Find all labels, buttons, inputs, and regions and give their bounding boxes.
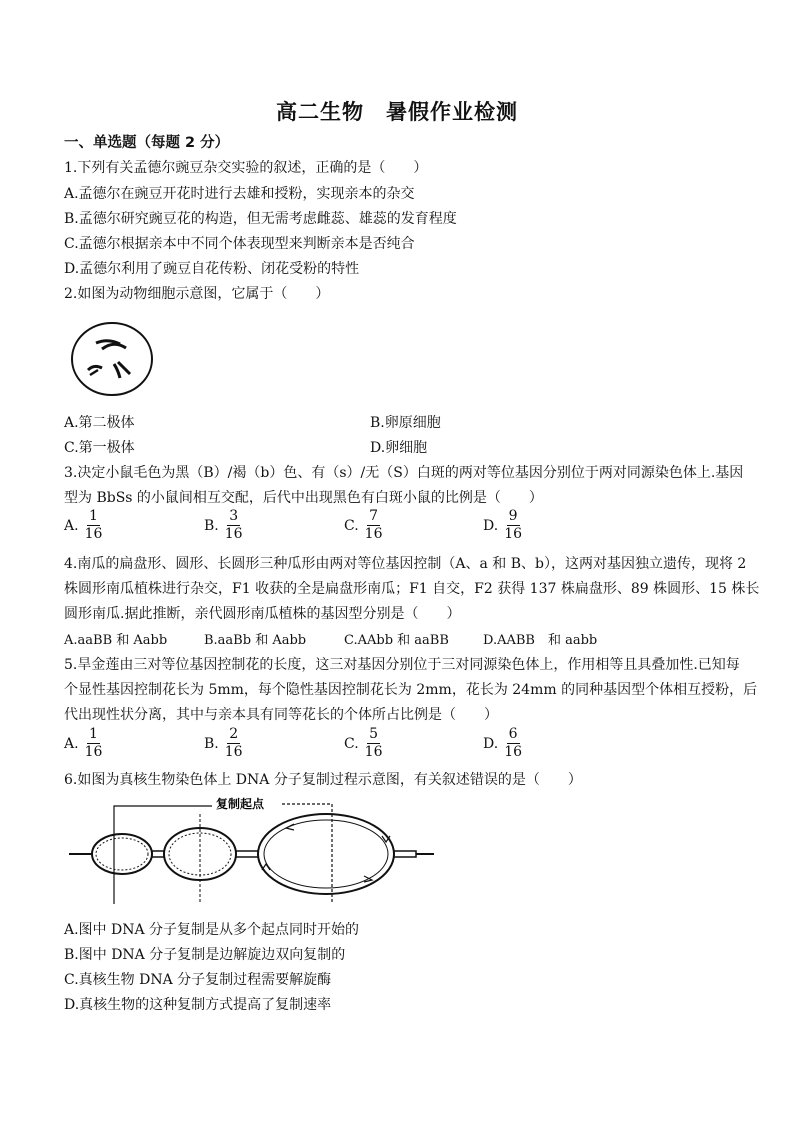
q4-option-b: B.aaBb 和 Aabb bbox=[204, 633, 307, 648]
q3-option-c-numerator: 7 bbox=[369, 508, 379, 524]
q1-stem: 1.下列有关孟德尔豌豆杂交实验的叙述，正确的是（ ） bbox=[64, 160, 428, 176]
q5-option-b-denominator: 16 bbox=[224, 744, 243, 760]
q2-option-b: B.卵原细胞 bbox=[370, 415, 441, 431]
q5-option-c-label: C. bbox=[344, 735, 359, 752]
q5-option-c bbox=[344, 726, 383, 761]
q3-option-c bbox=[344, 508, 383, 543]
q5-option-c-denominator: 16 bbox=[364, 744, 383, 760]
q4-stem-line2: 株圆形南瓜植株进行杂交，F1 收获的全是扁盘形南瓜；F1 自交，F2 获得 137 株扁盘形、89 株圆形、15 株长 bbox=[64, 581, 760, 597]
q2-option-a: A.第二极体 bbox=[64, 415, 135, 431]
q3-option-d-numerator: 9 bbox=[508, 508, 518, 524]
q3-option-c-label: C. bbox=[344, 517, 359, 534]
q5-option-b bbox=[204, 726, 243, 761]
q5-option-d-numerator: 6 bbox=[508, 726, 518, 742]
q5-option-c-numerator: 5 bbox=[369, 726, 379, 742]
q4-option-d: D.AABB 和 aabb bbox=[483, 633, 598, 648]
q5-option-b-label: B. bbox=[204, 735, 219, 752]
q2-option-d: D.卵细胞 bbox=[370, 440, 428, 456]
q4-stem-line1: 4.南瓜的扁盘形、圆形、长圆形三种瓜形由两对等位基因控制（A、a 和 B、b），这两对基因独立遗传，现将 2 bbox=[64, 556, 747, 572]
q5-option-d-denominator: 16 bbox=[504, 744, 523, 760]
q5-option-a bbox=[64, 726, 102, 761]
q5-stem-line3: 代出现性状分离，其中与亲本具有同等花长的个体所占比例是（ ） bbox=[64, 707, 498, 723]
q6-option-b: B.图中 DNA 分子复制是边解旋边双向复制的 bbox=[64, 947, 346, 963]
q5-option-d bbox=[483, 726, 522, 761]
q4-option-a: A.aaBB 和 Aabb bbox=[64, 633, 168, 648]
q2-option-c: C.第一极体 bbox=[64, 440, 135, 456]
q4-stem-line3: 圆形南瓜.据此推断，亲代圆形南瓜植株的基因型分别是（ ） bbox=[64, 606, 461, 622]
q5-option-a-numerator: 1 bbox=[89, 726, 98, 742]
q5-option-a-denominator: 16 bbox=[84, 744, 103, 760]
q6-stem: 6.如图为真核生物染色体上 DNA 分子复制过程示意图，有关叙述错误的是（ ） bbox=[64, 772, 582, 788]
q5-option-b-numerator: 2 bbox=[229, 726, 239, 742]
q3-option-a-denominator: 16 bbox=[84, 526, 103, 542]
q4-option-c: C.AAbb 和 aaBB bbox=[344, 633, 449, 648]
q5-option-d-label: D. bbox=[483, 735, 499, 752]
q6-option-c: C.真核生物 DNA 分子复制过程需要解旋酶 bbox=[64, 972, 332, 988]
q1-option-d: D.孟德尔利用了豌豆自花传粉、闭花受粉的特性 bbox=[64, 261, 360, 277]
q1-option-b: B.孟德尔研究豌豆花的构造，但无需考虑雌蕊、雄蕊的发育程度 bbox=[64, 211, 457, 227]
q3-option-b bbox=[204, 508, 243, 543]
q3-option-b-label: B. bbox=[204, 517, 219, 534]
q3-option-b-numerator: 3 bbox=[229, 508, 239, 524]
q6-option-d: D.真核生物的这种复制方式提高了复制速率 bbox=[64, 997, 332, 1013]
section-heading: 一、单选题（每题 2 分） bbox=[64, 135, 230, 151]
replication-origin-label: 复制起点 bbox=[216, 797, 265, 811]
q3-option-a bbox=[64, 508, 102, 543]
q3-option-d-denominator: 16 bbox=[504, 526, 523, 542]
q5-stem-line2: 个显性基因控制花长为 5mm，每个隐性基因控制花长为 2mm，花长为 24mm 的同种基因型个体相互授粉，后 bbox=[64, 682, 758, 698]
q3-stem-line1: 3.决定小鼠毛色为黑（B）/褐（b）色、有（s）/无（S）白斑的两对等位基因分别位于两对同源染色体上.基因 bbox=[64, 465, 744, 481]
q3-option-b-denominator: 16 bbox=[224, 526, 243, 542]
q1-option-a: A.孟德尔在豌豆开花时进行去雄和授粉，实现亲本的杂交 bbox=[64, 186, 415, 202]
q3-option-a-label: A. bbox=[64, 517, 79, 534]
q5-stem-line1: 5.旱金莲由三对等位基因控制花的长度，这三对基因分别位于三对同源染色体上，作用相等且具叠加性.已知每 bbox=[64, 657, 740, 673]
q3-option-d bbox=[483, 508, 522, 543]
page-title: 高二生物 暑假作业检测 bbox=[276, 100, 518, 124]
dna-replication-figure bbox=[64, 794, 444, 908]
q5-option-a-label: A. bbox=[64, 735, 79, 752]
q3-option-d-label: D. bbox=[483, 517, 499, 534]
q2-stem: 2.如图为动物细胞示意图，它属于（ ） bbox=[64, 286, 330, 302]
q3-option-a-numerator: 1 bbox=[89, 508, 98, 524]
q1-option-c: C.孟德尔根据亲本中不同个体表现型来判断亲本是否纯合 bbox=[64, 236, 415, 252]
q3-option-c-denominator: 16 bbox=[364, 526, 383, 542]
q3-stem-line2: 型为 BbSs 的小鼠间相互交配，后代中出现黑色有白斑小鼠的比例是（ ） bbox=[64, 490, 543, 506]
animal-cell-figure bbox=[68, 318, 158, 404]
q6-option-a: A.图中 DNA 分子复制是从多个起点同时开始的 bbox=[64, 922, 360, 938]
